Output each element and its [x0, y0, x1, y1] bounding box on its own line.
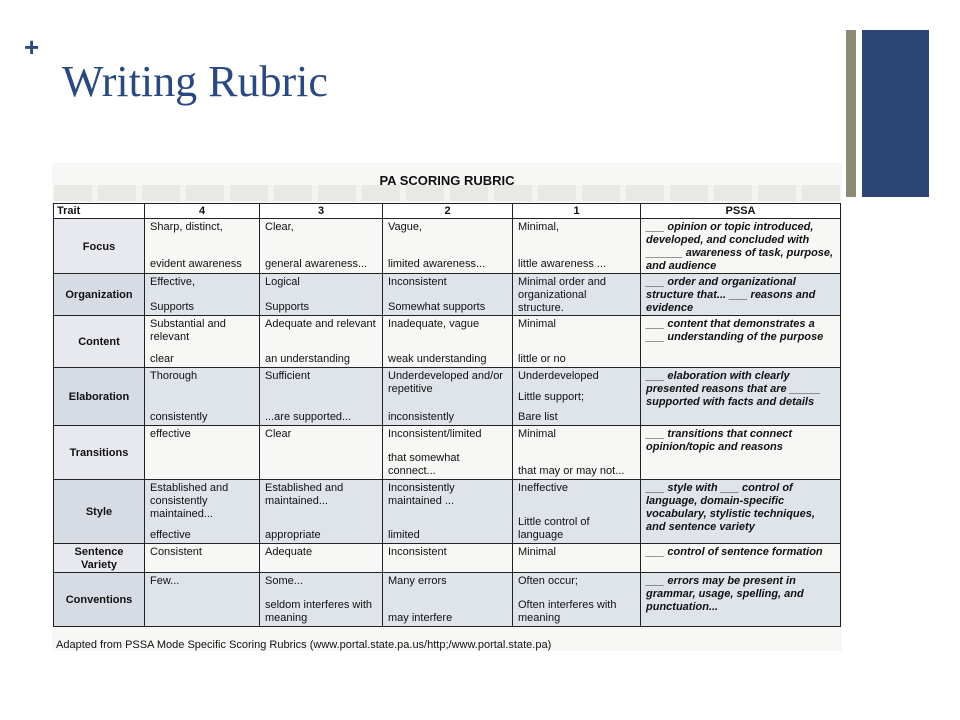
accent-bar-blue	[862, 30, 929, 197]
cell-text: Clear	[265, 428, 292, 440]
cell-text: Inconsistent	[388, 276, 447, 288]
cell-text: Minimal	[518, 428, 556, 440]
cell-text: Often interferes with meaning	[518, 599, 620, 624]
cell-text: Little control of language	[518, 516, 593, 541]
cell-text: Inconsistent	[388, 546, 447, 558]
cell-text: Effective,	[150, 276, 196, 288]
cell-text: Few...	[150, 575, 180, 587]
score-cell	[513, 368, 641, 426]
cell-text: Supports	[150, 301, 195, 313]
cell-text: Many errors	[388, 575, 447, 587]
cell-text: appropriate	[265, 529, 321, 541]
score-cell	[513, 316, 641, 368]
score-cell	[260, 544, 383, 573]
score-cell	[145, 274, 260, 316]
cell-text: Ineffective	[518, 482, 568, 494]
score-cell	[513, 573, 641, 627]
trait-label: Style	[54, 480, 145, 544]
plus-bullet-icon: +	[24, 32, 40, 62]
cell-text: effective	[150, 529, 191, 541]
pssa-cell: ___ control of sentence formation	[641, 544, 841, 573]
column-header: 1	[513, 204, 641, 219]
score-cell	[513, 426, 641, 480]
score-cell	[383, 316, 513, 368]
accent-bar-gray	[846, 30, 856, 197]
score-cell	[513, 544, 641, 573]
score-cell	[260, 368, 383, 426]
table-row	[54, 480, 841, 544]
cell-text: that somewhat connect...	[388, 452, 463, 477]
column-header: 2	[383, 204, 513, 219]
score-cell	[383, 219, 513, 274]
cell-text: Minimal order and organizational structure.	[518, 276, 610, 314]
score-cell	[145, 316, 260, 368]
cell-text: an understanding	[265, 353, 351, 365]
cell-text: limited awareness...	[388, 258, 486, 270]
pssa-cell: ___ transitions that connect opinion/topic and reasons	[641, 426, 841, 480]
score-cell	[513, 219, 641, 274]
pssa-cell: ___ order and organizational structure that... ___ reasons and evidence	[641, 274, 841, 316]
cell-text: Supports	[265, 301, 310, 313]
table-row	[54, 573, 841, 627]
score-cell	[260, 316, 383, 368]
slide-title: Writing Rubric	[62, 57, 328, 106]
cell-text: Consistent	[150, 546, 202, 558]
cell-text: general awareness...	[265, 258, 368, 270]
cell-text: Some...	[265, 575, 303, 587]
pssa-cell: ___ content that demonstrates a ___ understanding of the purpose	[641, 316, 841, 368]
column-header: PSSA	[641, 204, 841, 219]
cell-text: may interfere	[388, 612, 453, 624]
cell-text: Sharp, distinct,	[150, 221, 223, 233]
cell-text: Logical	[265, 276, 300, 288]
cell-text: seldom interferes with meaning	[265, 599, 376, 624]
score-cell	[145, 368, 260, 426]
rubric-table	[53, 203, 841, 627]
trait-label: Organization	[54, 274, 145, 316]
cell-text: weak understanding	[388, 353, 487, 365]
cell-text: Underdeveloped and/or repetitive	[388, 370, 507, 395]
table-row	[54, 544, 841, 573]
score-cell	[145, 544, 260, 573]
trait-label: Elaboration	[54, 368, 145, 426]
cell-text: Minimal	[518, 318, 556, 330]
pssa-cell: ___ opinion or topic introduced, developed, and concluded with ______ awareness of task, purpose, and audience	[641, 219, 841, 274]
cell-text: Adequate and relevant	[265, 318, 376, 330]
column-header: 3	[260, 204, 383, 219]
table-row	[54, 316, 841, 368]
score-cell	[383, 480, 513, 544]
trait-label: Conventions	[54, 573, 145, 627]
cell-text: clear	[150, 353, 174, 365]
score-cell	[145, 573, 260, 627]
score-cell	[383, 274, 513, 316]
cell-text: Substantial and relevant	[150, 318, 229, 343]
cell-text: that may or may not...	[518, 465, 625, 477]
cell-text: Often occur;	[518, 575, 578, 587]
cell-text: little awareness ...	[518, 258, 607, 270]
cell-text: Inadequate, vague	[388, 318, 480, 330]
cell-text: Little support;	[518, 390, 585, 403]
cell-text: Underdeveloped	[518, 370, 599, 382]
column-header: 4	[145, 204, 260, 219]
table-row	[54, 219, 841, 274]
cell-text: limited	[388, 529, 420, 541]
rubric-heading: PA SCORING RUBRIC	[379, 173, 515, 188]
score-cell	[383, 573, 513, 627]
pssa-cell: ___ elaboration with clearly presented reasons that are _____ supported with facts and details	[641, 368, 841, 426]
table-row	[54, 368, 841, 426]
score-cell	[145, 480, 260, 544]
cell-text: Minimal,	[518, 221, 559, 233]
score-cell	[260, 219, 383, 274]
table-row	[54, 426, 841, 480]
score-cell	[513, 480, 641, 544]
cell-text: little or no	[518, 353, 566, 365]
cell-text: effective	[150, 428, 191, 440]
trait-label: Transitions	[54, 426, 145, 480]
cell-text: Inconsistently maintained ...	[388, 482, 458, 507]
cell-text: Clear,	[265, 221, 294, 233]
score-cell	[260, 274, 383, 316]
rubric-footer: Adapted from PSSA Mode Specific Scoring Rubrics (www.portal.state.pa.us/http;/www.portal.state.pa)	[56, 639, 552, 651]
trait-label: Sentence Variety	[54, 544, 145, 573]
cell-text: Sufficient	[265, 370, 311, 382]
cell-text: Vague,	[388, 221, 423, 233]
cell-text: Thorough	[150, 370, 198, 382]
pssa-cell: ___ errors may be present in grammar, usage, spelling, and punctuation...	[641, 573, 841, 627]
cell-text: inconsistently	[388, 411, 455, 423]
table-row	[54, 274, 841, 316]
score-cell	[260, 480, 383, 544]
cell-text: Established and consistently maintained...	[150, 482, 232, 520]
cell-text: Established and maintained...	[265, 482, 347, 507]
cell-text: ...are supported...	[265, 411, 352, 423]
score-cell	[145, 219, 260, 274]
trait-label: Focus	[54, 219, 145, 274]
cell-text: Somewhat supports	[388, 301, 486, 313]
score-cell	[260, 426, 383, 480]
score-cell	[383, 368, 513, 426]
score-cell	[513, 274, 641, 316]
score-cell	[383, 426, 513, 480]
pssa-cell: ___ style with ___ control of language, domain-specific vocabulary, stylistic techniques, and sentence variety	[641, 480, 841, 544]
header-row	[54, 204, 841, 219]
cell-text: Bare list	[518, 411, 558, 423]
cell-text: Inconsistent/limited	[388, 428, 482, 440]
column-header: Trait	[54, 204, 145, 219]
score-cell	[145, 426, 260, 480]
cell-text: evident awareness	[150, 258, 242, 270]
cell-text: consistently	[150, 411, 208, 423]
score-cell	[383, 544, 513, 573]
cell-text: Minimal	[518, 546, 556, 558]
rubric-image	[52, 163, 842, 651]
score-cell	[260, 573, 383, 627]
trait-label: Content	[54, 316, 145, 368]
cell-text: Adequate	[265, 546, 313, 558]
